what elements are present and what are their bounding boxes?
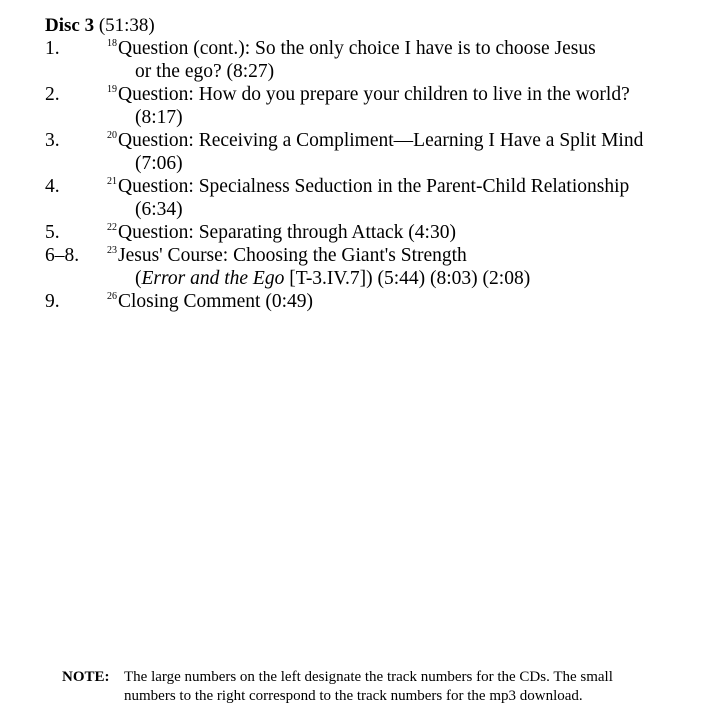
track-title: Question: Specialness Seduction in the Parent-Child Relationship xyxy=(118,176,630,197)
cd-track-number: 1. xyxy=(45,38,60,59)
mp3-track-number: 26 xyxy=(107,291,117,302)
track-title: Closing Comment (0:49) xyxy=(118,291,313,312)
disc-heading xyxy=(45,14,155,37)
track-6-8 xyxy=(0,244,720,290)
track-1 xyxy=(0,37,720,83)
mp3-track-number: 22 xyxy=(107,222,117,233)
note-text-line-1: The large numbers on the left designate the track numbers for the CDs. The small xyxy=(124,669,613,685)
cd-track-number: 2. xyxy=(45,84,60,105)
track-title-continued: or the ego? (8:27) xyxy=(135,61,275,82)
mp3-track-number: 20 xyxy=(107,130,117,141)
track-4 xyxy=(0,175,720,221)
track-3 xyxy=(0,129,720,175)
track-title: Question: Separating through Attack (4:30) xyxy=(118,222,456,243)
mp3-track-number: 18 xyxy=(107,38,117,49)
track-9 xyxy=(0,290,720,313)
cd-track-number: 3. xyxy=(45,130,60,151)
disc-duration: (51:38) xyxy=(98,15,155,36)
track-title: Jesus' Course: Choosing the Giant's Strength xyxy=(118,245,467,266)
track-title-continued: (8:17) xyxy=(135,107,183,128)
disc-title: Disc 3 xyxy=(45,15,95,36)
mp3-track-number: 19 xyxy=(107,84,117,95)
track-5 xyxy=(0,221,720,244)
track-title-continued: (6:34) xyxy=(135,199,183,220)
mp3-track-number: 21 xyxy=(107,176,117,187)
note-label: NOTE: xyxy=(62,669,110,685)
cd-track-number: 6–8. xyxy=(45,245,80,266)
cd-track-number: 9. xyxy=(45,291,60,312)
track-list xyxy=(0,37,720,313)
track-title: Question: Receiving a Compliment—Learning I Have a Split Mind xyxy=(118,130,644,151)
track-2 xyxy=(0,83,720,129)
track-title-continued: (Error and the Ego [T-3.IV.7]) (5:44) (8:03) (2:08) xyxy=(135,268,531,289)
source-title: Error and the Ego xyxy=(141,268,285,289)
mp3-track-number: 23 xyxy=(107,245,117,256)
cd-track-number: 4. xyxy=(45,176,60,197)
track-title-continued: (7:06) xyxy=(135,153,183,174)
note-text-line-2: numbers to the right correspond to the track numbers for the mp3 download. xyxy=(124,688,583,704)
cd-track-number: 5. xyxy=(45,222,60,243)
source-reference: [T-3.IV.7]) (5:44) (8:03) (2:08) xyxy=(284,268,531,289)
track-title: Question: How do you prepare your children to live in the world? xyxy=(118,84,630,105)
track-title: Question (cont.): So the only choice I have is to choose Jesus xyxy=(118,38,596,59)
